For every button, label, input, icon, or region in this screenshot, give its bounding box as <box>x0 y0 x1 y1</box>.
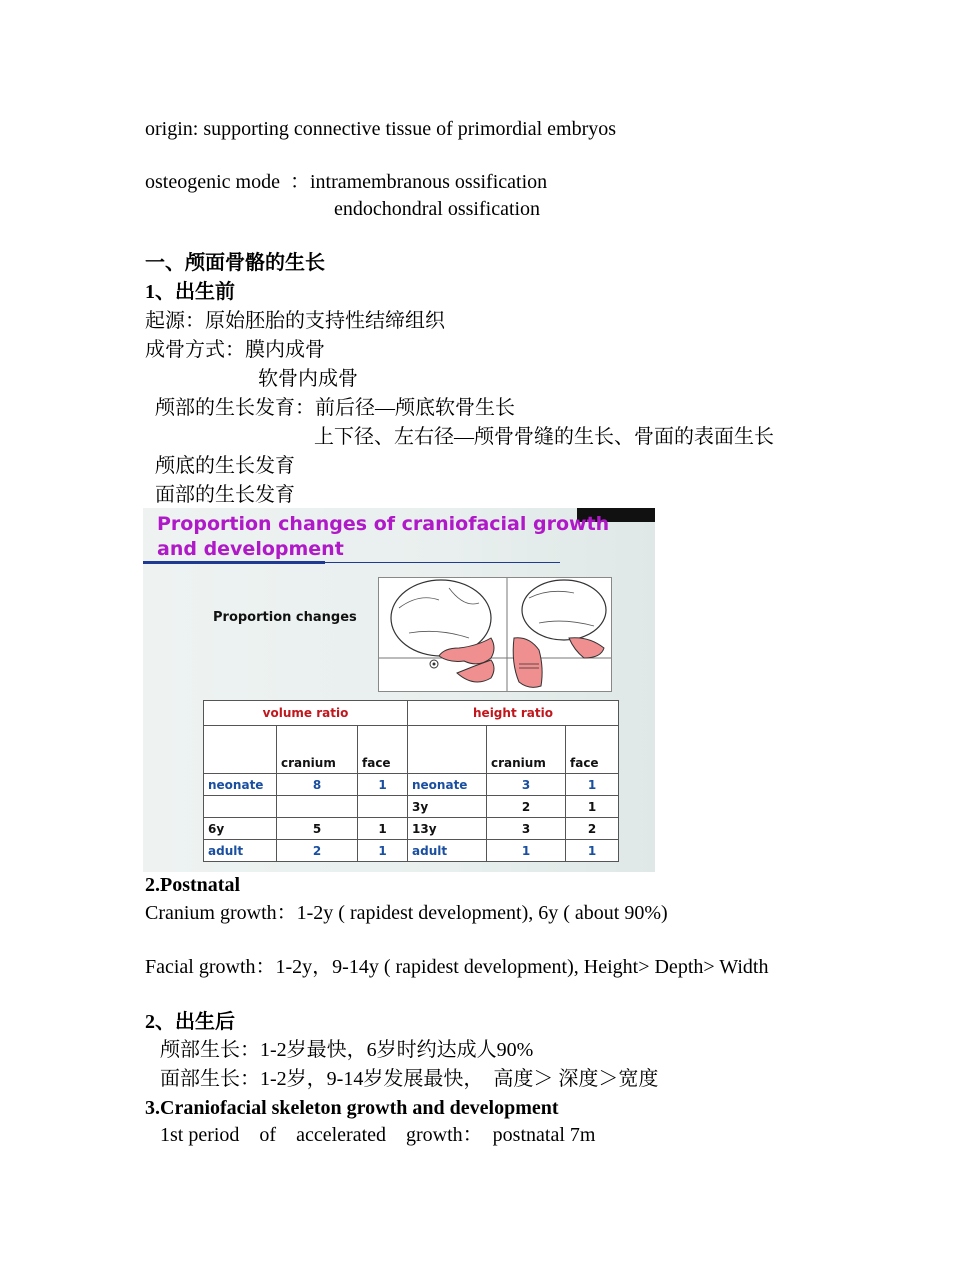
table-cell: face <box>566 726 619 774</box>
table-row <box>204 796 619 818</box>
table-cell: adult <box>204 840 277 862</box>
vertical-growth-cn-line: 上下径、左右径—颅骨骨缝的生长、骨面的表面生长 <box>314 426 774 448</box>
origin-cn-line: 起源：原始胚胎的支持性结缔组织 <box>145 310 445 332</box>
subheading-postnatal-cn: 2、出生后 <box>145 1011 235 1033</box>
cranium-growth-line: Cranium growth：1-2y ( rapidest development), 6y ( about 90%) <box>145 902 668 924</box>
table-cell <box>204 796 277 818</box>
table-cell: 3y <box>408 796 487 818</box>
skull-illustration <box>379 578 611 691</box>
height-ratio-header: height ratio <box>408 701 619 726</box>
facial-postnatal-cn-line: 面部生长：1-2岁，9-14岁发展最快， 高度＞ 深度＞宽度 <box>145 1068 659 1090</box>
postnatal-heading: 2.Postnatal <box>145 874 240 896</box>
table-cell <box>277 796 358 818</box>
table-cell: 3 <box>487 774 566 796</box>
title-underline-thick <box>143 561 325 564</box>
table-cell: 2 <box>277 840 358 862</box>
osteogenic-mode-line: osteogenic mode ：intramembranous ossification <box>145 171 548 193</box>
subheading-prenatal: 1、出生前 <box>145 281 235 303</box>
osteogenic-cn-line: 成骨方式：膜内成骨 <box>145 339 325 361</box>
endochondral-line: endochondral ossification <box>334 198 541 220</box>
table-cell: 13y <box>408 818 487 840</box>
facial-growth-line: Facial growth：1-2y，9-14y ( rapidest development), Height> Depth> Width <box>145 956 769 978</box>
face-growth-cn-line: 面部的生长发育 <box>150 484 295 506</box>
table-cell: 1 <box>358 840 408 862</box>
table-cell: 1 <box>358 818 408 840</box>
table-cell: cranium <box>487 726 566 774</box>
first-period-line: 1st period of accelerated growth： postnatal 7m <box>145 1124 596 1146</box>
proportion-label: Proportion changes <box>213 610 357 625</box>
table-subheader-row <box>204 726 619 774</box>
table-cell: 2 <box>566 818 619 840</box>
title-underline-thin <box>325 562 560 563</box>
table-cell: neonate <box>204 774 277 796</box>
ratio-table <box>203 700 619 862</box>
table-cell <box>408 726 487 774</box>
origin-line: origin: supporting connective tissue of primordial embryos <box>145 118 617 140</box>
proportion-slide <box>143 508 655 872</box>
table-cell: neonate <box>408 774 487 796</box>
craniofacial-heading: 3.Craniofacial skeleton growth and development <box>145 1097 559 1119</box>
table-cell: 5 <box>277 818 358 840</box>
table-cell: 8 <box>277 774 358 796</box>
table-row <box>204 818 619 840</box>
table-cell <box>358 796 408 818</box>
skull-base-cn-line: 颅底的生长发育 <box>150 455 295 477</box>
table-cell: 3 <box>487 818 566 840</box>
table-cell: 1 <box>487 840 566 862</box>
table-row <box>204 840 619 862</box>
volume-ratio-header: volume ratio <box>204 701 408 726</box>
cranial-growth-cn-line: 颅部的生长发育：前后径—颅底软骨生长 <box>150 397 515 419</box>
table-row <box>204 774 619 796</box>
cranial-postnatal-cn-line: 颅部生长：1-2岁最快，6岁时约达成人90% <box>145 1039 534 1061</box>
table-cell: 1 <box>358 774 408 796</box>
skull-comparison-image <box>378 577 612 692</box>
table-cell: 6y <box>204 818 277 840</box>
table-cell: 1 <box>566 840 619 862</box>
section-heading-1: 一、颅面骨骼的生长 <box>145 252 325 274</box>
slide-title: Proportion changes of craniofacial growth and development <box>157 513 610 560</box>
table-cell: adult <box>408 840 487 862</box>
table-cell: 1 <box>566 774 619 796</box>
table-cell: face <box>358 726 408 774</box>
cartilage-cn-line: 软骨内成骨 <box>258 368 358 390</box>
table-cell: 1 <box>566 796 619 818</box>
table-cell: 2 <box>487 796 566 818</box>
table-cell: cranium <box>277 726 358 774</box>
table-cell <box>204 726 277 774</box>
